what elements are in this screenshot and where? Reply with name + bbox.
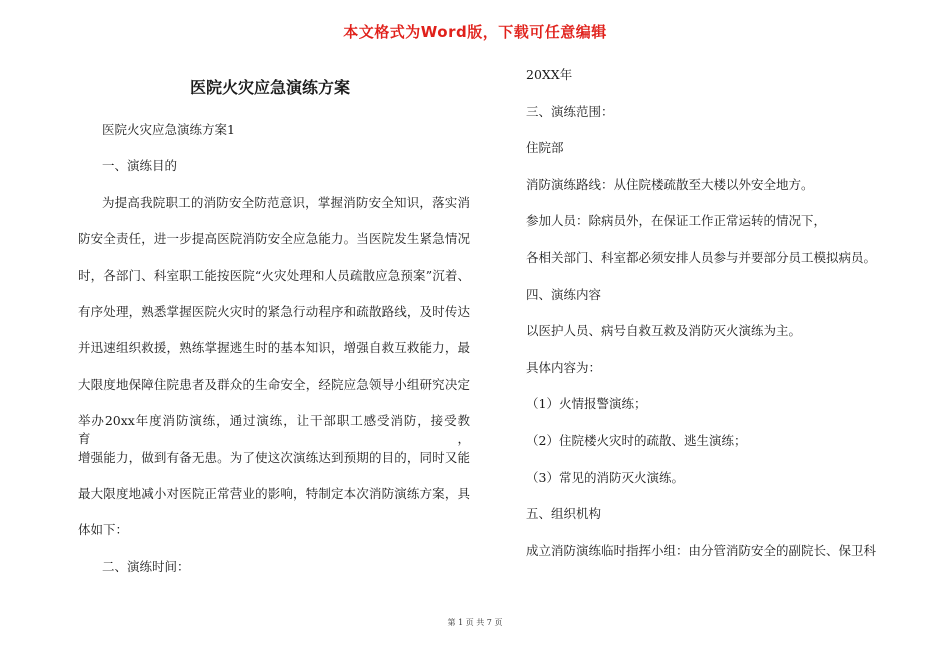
body-text-line: 一、演练目的 bbox=[102, 158, 178, 174]
body-text-line: 最大限度地减小对医院正常营业的影响，特制定本次消防演练方案，具 bbox=[78, 485, 470, 501]
body-text-line: 参加人员：除病员外，在保证工作正常运转的情况下， bbox=[526, 213, 827, 229]
body-text-line: 体如下： bbox=[78, 522, 129, 538]
format-notice-banner: 本文格式为Word版，下载可任意编辑 bbox=[343, 23, 607, 41]
body-text-line: 防安全责任，进一步提高医院消防安全应急能力。当医院发生紧急情况 bbox=[78, 231, 470, 247]
body-text-line: 时，各部门、科室职工能按医院“火灾处理和人员疏散应急预案”沉着、 bbox=[78, 267, 470, 283]
body-text-line: 为提高我院职工的消防安全防范意识，掌握消防安全知识，落实消 bbox=[102, 194, 470, 210]
left-column bbox=[78, 121, 470, 594]
body-text-line: 增强能力，做到有备无患。为了使这次演练达到预期的目的，同时又能 bbox=[78, 449, 470, 465]
body-text-line: 五、组织机构 bbox=[526, 506, 602, 522]
document-title: 医院火灾应急演练方案 bbox=[189, 78, 350, 97]
body-text-line: 以医护人员、病号自救互救及消防灭火演练为主。 bbox=[526, 323, 802, 339]
body-text-line: 有序处理，熟悉掌握医院火灾时的紧急行动程序和疏散路线，及时传达 bbox=[78, 303, 470, 319]
body-text-line: 消防演练路线：从住院楼疏散至大楼以外安全地方。 bbox=[526, 176, 814, 192]
body-text-line: 举办20xx年度消防演练，通过演练，让干部职工感受消防，接受教育， bbox=[78, 413, 470, 447]
body-text-line: 各相关部门、科室都必须安排人员参与并要部分员工模拟病员。 bbox=[526, 249, 877, 265]
body-text-line: （3）常见的消防灭火演练。 bbox=[526, 469, 684, 485]
body-text-line: （1）火情报警演练； bbox=[526, 396, 647, 412]
body-text-line: （2）住院楼火灾时的疏散、逃生演练； bbox=[526, 432, 747, 448]
body-text-line: 住院部 bbox=[526, 140, 564, 156]
body-text-line: 三、演练范围： bbox=[526, 103, 614, 119]
body-text-line: 四、演练内容 bbox=[526, 286, 602, 302]
body-text-line: 具体内容为： bbox=[526, 359, 602, 375]
body-text-line: 大限度地保障住院患者及群众的生命安全，经院应急领导小组研究决定 bbox=[78, 376, 470, 392]
body-text-line: 医院火灾应急演练方案1 bbox=[102, 122, 235, 137]
right-column bbox=[526, 66, 906, 578]
body-text-line: 20XX年 bbox=[526, 67, 573, 82]
body-text-line: 二、演练时间： bbox=[102, 558, 190, 574]
body-text-line: 成立消防演练临时指挥小组：由分管消防安全的副院长、保卫科 bbox=[526, 542, 877, 558]
page-footer: 第 1 页 共 7 页 bbox=[447, 618, 503, 627]
body-text-line: 并迅速组织救援，熟练掌握逃生时的基本知识，增强自救互救能力，最 bbox=[78, 340, 470, 356]
